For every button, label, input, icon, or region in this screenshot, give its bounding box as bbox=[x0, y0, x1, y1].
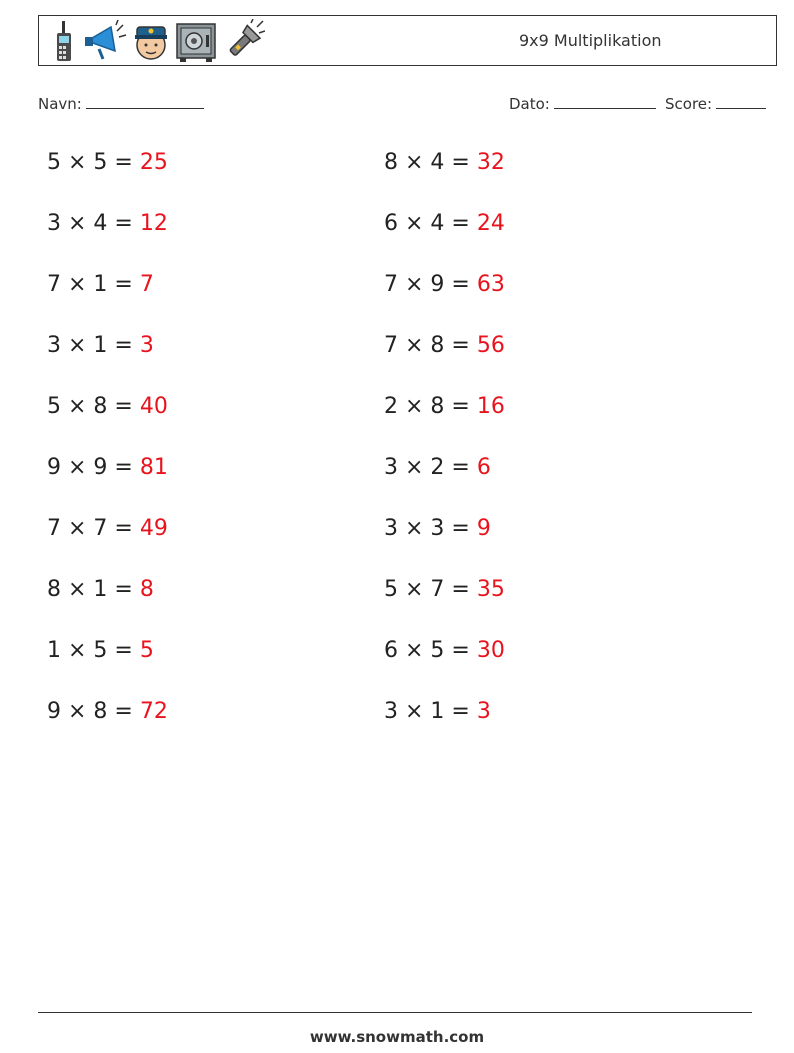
factor-b: 7 bbox=[430, 577, 445, 602]
footer-url: www.snowmath.com bbox=[309, 1028, 485, 1046]
factor-b: 8 bbox=[430, 394, 445, 419]
equals-sign: = bbox=[444, 638, 477, 663]
times-sign: × bbox=[398, 638, 431, 663]
answer: 56 bbox=[476, 333, 505, 358]
name-label: Navn: bbox=[38, 95, 82, 113]
factor-b: 4 bbox=[430, 150, 445, 175]
factor-b: 9 bbox=[93, 455, 108, 480]
footer-divider bbox=[38, 1012, 752, 1013]
equals-sign: = bbox=[444, 333, 477, 358]
answer: 72 bbox=[139, 699, 168, 724]
answer: 3 bbox=[139, 333, 154, 358]
problem-right-8 bbox=[384, 575, 505, 605]
score-label: Score: bbox=[665, 95, 713, 113]
times-sign: × bbox=[61, 516, 94, 541]
times-sign: × bbox=[398, 272, 431, 297]
equals-sign: = bbox=[107, 272, 140, 297]
times-sign: × bbox=[398, 516, 431, 541]
problem-left-1 bbox=[47, 148, 168, 178]
factor-a: 6 bbox=[384, 638, 398, 663]
equals-sign: = bbox=[107, 211, 140, 236]
factor-a: 7 bbox=[47, 272, 61, 297]
factor-b: 8 bbox=[93, 699, 108, 724]
problem-right-9 bbox=[384, 636, 505, 666]
factor-a: 3 bbox=[384, 455, 398, 480]
problem-left-6 bbox=[47, 453, 168, 483]
answer: 24 bbox=[476, 211, 505, 236]
equals-sign: = bbox=[107, 638, 140, 663]
name-field bbox=[38, 92, 204, 115]
factor-a: 3 bbox=[384, 699, 398, 724]
equals-sign: = bbox=[107, 577, 140, 602]
police-officer-icon bbox=[131, 19, 171, 63]
times-sign: × bbox=[398, 577, 431, 602]
times-sign: × bbox=[398, 699, 431, 724]
times-sign: × bbox=[398, 150, 431, 175]
answer: 25 bbox=[139, 150, 168, 175]
factor-a: 3 bbox=[47, 333, 61, 358]
times-sign: × bbox=[398, 333, 431, 358]
factor-b: 8 bbox=[93, 394, 108, 419]
factor-a: 8 bbox=[47, 577, 61, 602]
answer: 35 bbox=[476, 577, 505, 602]
problem-right-6 bbox=[384, 453, 491, 483]
flashlight-icon bbox=[221, 19, 265, 63]
equals-sign: = bbox=[444, 394, 477, 419]
factor-b: 7 bbox=[93, 516, 108, 541]
times-sign: × bbox=[61, 577, 94, 602]
problem-left-9 bbox=[47, 636, 154, 666]
times-sign: × bbox=[398, 394, 431, 419]
factor-a: 1 bbox=[47, 638, 61, 663]
score-field bbox=[665, 92, 766, 115]
factor-a: 5 bbox=[384, 577, 398, 602]
factor-a: 7 bbox=[47, 516, 61, 541]
date-blank[interactable] bbox=[554, 92, 656, 109]
factor-b: 1 bbox=[430, 699, 445, 724]
times-sign: × bbox=[61, 394, 94, 419]
factor-a: 2 bbox=[384, 394, 398, 419]
problem-left-8 bbox=[47, 575, 154, 605]
factor-b: 4 bbox=[430, 211, 445, 236]
equals-sign: = bbox=[107, 394, 140, 419]
times-sign: × bbox=[61, 211, 94, 236]
answer: 63 bbox=[476, 272, 505, 297]
equals-sign: = bbox=[107, 516, 140, 541]
factor-b: 2 bbox=[430, 455, 445, 480]
factor-b: 5 bbox=[430, 638, 445, 663]
problem-right-7 bbox=[384, 514, 491, 544]
factor-a: 5 bbox=[47, 150, 61, 175]
factor-a: 6 bbox=[384, 211, 398, 236]
times-sign: × bbox=[61, 699, 94, 724]
times-sign: × bbox=[398, 455, 431, 480]
answer: 40 bbox=[139, 394, 168, 419]
walkie-talkie-icon bbox=[49, 19, 79, 63]
problem-right-4 bbox=[384, 331, 505, 361]
factor-b: 1 bbox=[93, 272, 108, 297]
factor-b: 3 bbox=[430, 516, 445, 541]
equals-sign: = bbox=[444, 577, 477, 602]
equals-sign: = bbox=[444, 455, 477, 480]
worksheet-title: 9x9 Multiplikation bbox=[519, 31, 662, 50]
score-blank[interactable] bbox=[716, 92, 766, 109]
problem-left-7 bbox=[47, 514, 168, 544]
equals-sign: = bbox=[444, 150, 477, 175]
answer: 49 bbox=[139, 516, 168, 541]
problem-right-5 bbox=[384, 392, 505, 422]
problem-left-4 bbox=[47, 331, 154, 361]
answer: 8 bbox=[139, 577, 154, 602]
problem-left-5 bbox=[47, 392, 168, 422]
answer: 5 bbox=[139, 638, 154, 663]
problem-right-1 bbox=[384, 148, 505, 178]
problem-right-2 bbox=[384, 209, 505, 239]
problem-right-10 bbox=[384, 697, 491, 727]
date-label: Dato: bbox=[509, 95, 550, 113]
equals-sign: = bbox=[444, 516, 477, 541]
factor-b: 1 bbox=[93, 577, 108, 602]
equals-sign: = bbox=[444, 699, 477, 724]
problem-left-3 bbox=[47, 270, 154, 300]
equals-sign: = bbox=[444, 211, 477, 236]
answer: 32 bbox=[476, 150, 505, 175]
times-sign: × bbox=[61, 455, 94, 480]
worksheet-header bbox=[38, 15, 777, 66]
answer: 9 bbox=[476, 516, 491, 541]
answer: 6 bbox=[476, 455, 491, 480]
times-sign: × bbox=[61, 638, 94, 663]
factor-b: 5 bbox=[93, 638, 108, 663]
factor-a: 5 bbox=[47, 394, 61, 419]
equals-sign: = bbox=[444, 272, 477, 297]
header-icons bbox=[49, 19, 265, 63]
factor-b: 9 bbox=[430, 272, 445, 297]
factor-a: 3 bbox=[47, 211, 61, 236]
times-sign: × bbox=[61, 333, 94, 358]
factor-b: 8 bbox=[430, 333, 445, 358]
times-sign: × bbox=[61, 150, 94, 175]
answer: 3 bbox=[476, 699, 491, 724]
problem-right-3 bbox=[384, 270, 505, 300]
factor-a: 3 bbox=[384, 516, 398, 541]
equals-sign: = bbox=[107, 150, 140, 175]
times-sign: × bbox=[398, 211, 431, 236]
answer: 30 bbox=[476, 638, 505, 663]
problem-left-2 bbox=[47, 209, 168, 239]
factor-b: 1 bbox=[93, 333, 108, 358]
factor-a: 9 bbox=[47, 455, 61, 480]
equals-sign: = bbox=[107, 699, 140, 724]
factor-b: 5 bbox=[93, 150, 108, 175]
factor-b: 4 bbox=[93, 211, 108, 236]
factor-a: 7 bbox=[384, 333, 398, 358]
answer: 81 bbox=[139, 455, 168, 480]
factor-a: 9 bbox=[47, 699, 61, 724]
answer: 16 bbox=[476, 394, 505, 419]
answer: 7 bbox=[139, 272, 154, 297]
factor-a: 8 bbox=[384, 150, 398, 175]
name-blank[interactable] bbox=[86, 92, 204, 109]
equals-sign: = bbox=[107, 455, 140, 480]
equals-sign: = bbox=[107, 333, 140, 358]
times-sign: × bbox=[61, 272, 94, 297]
safe-icon bbox=[175, 19, 217, 63]
date-field bbox=[509, 92, 656, 115]
factor-a: 7 bbox=[384, 272, 398, 297]
answer: 12 bbox=[139, 211, 168, 236]
megaphone-icon bbox=[83, 19, 127, 63]
problem-left-10 bbox=[47, 697, 168, 727]
